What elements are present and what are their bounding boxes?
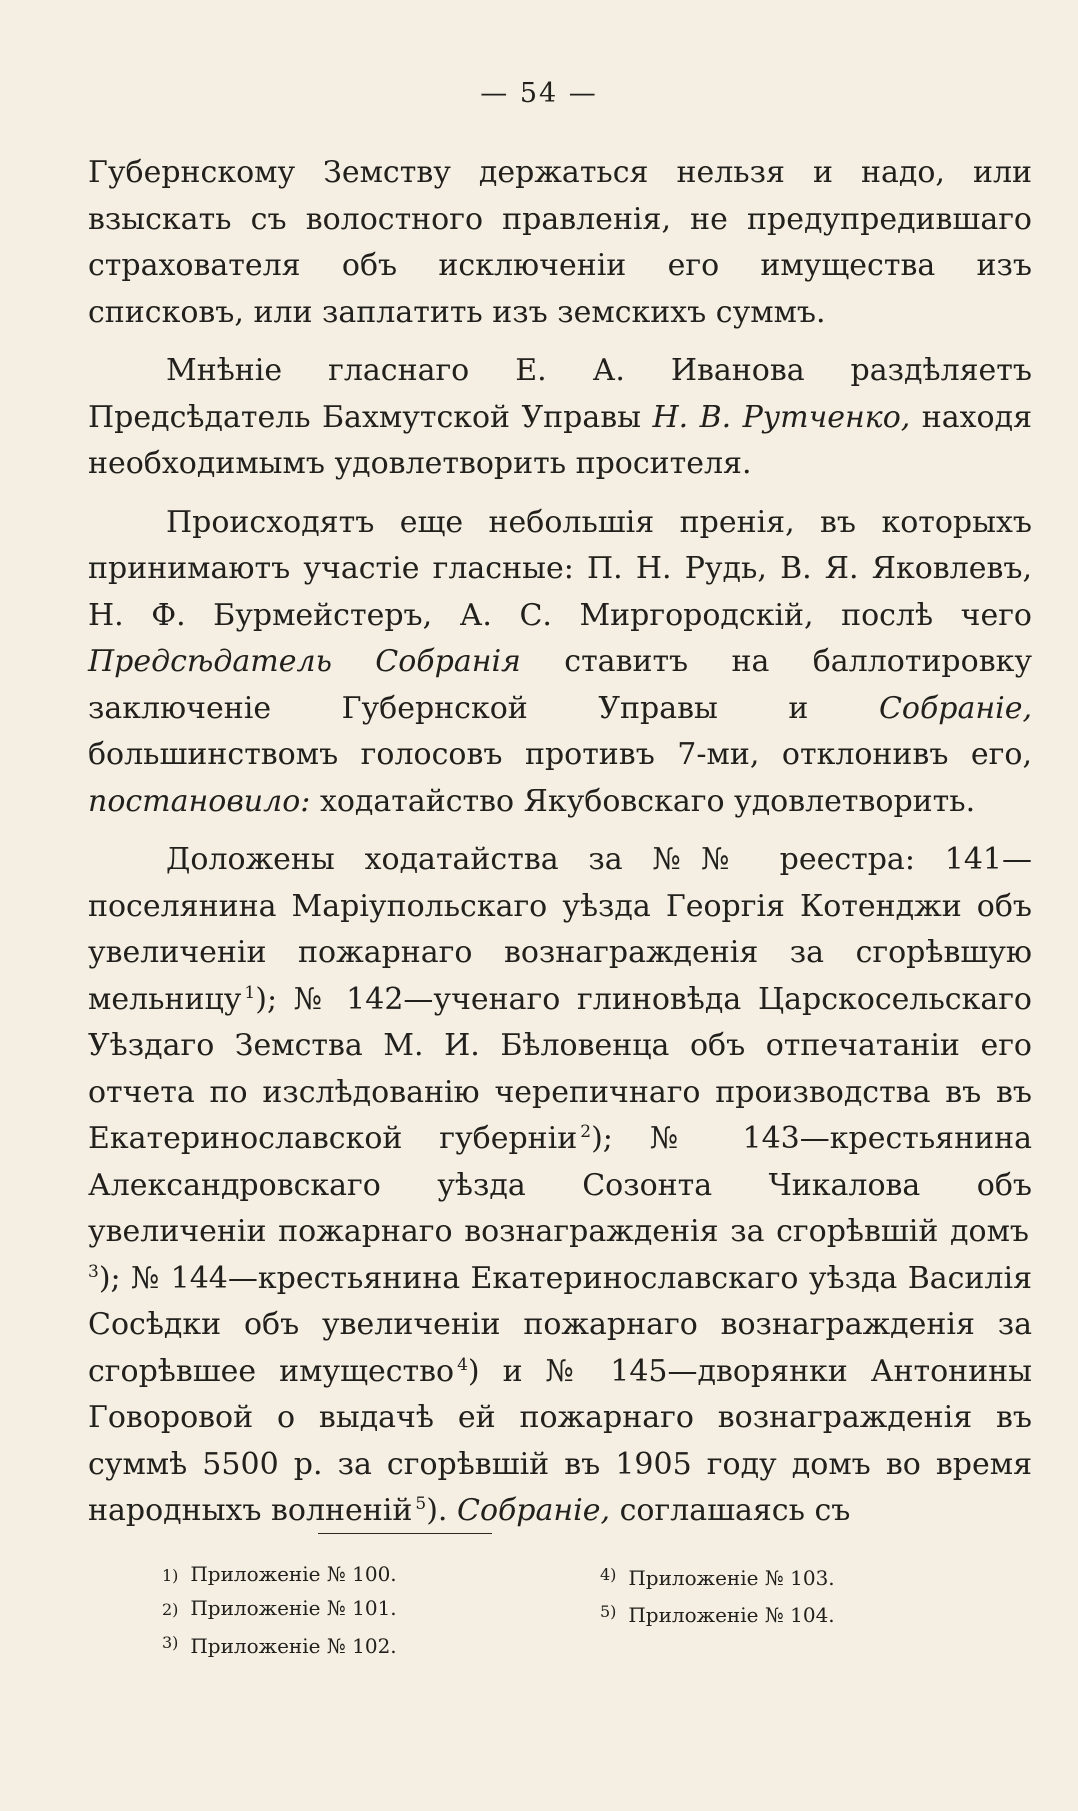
paragraph-4-text-4: ); № 144—крестьянина Екатеринославскаго уѣзда Василія Сосѣдки объ увеличеніи пожарнаго вознагражденія за сгорѣвшее имущество bbox=[88, 1260, 1032, 1389]
footnote-ref-3: 3 bbox=[88, 1261, 99, 1282]
footnote-5 bbox=[600, 1595, 835, 1632]
footnote-ref-1: 1 bbox=[244, 982, 256, 1003]
footnote-mark: 3) bbox=[162, 1633, 179, 1652]
footnote-2 bbox=[162, 1592, 397, 1626]
footnote-ref-5: 5 bbox=[415, 1494, 427, 1514]
paragraph-2-text-2: находя необходимымъ удовлетворить просителя. bbox=[88, 399, 1033, 481]
footnote-text: Приложеніе № 103. bbox=[628, 1566, 835, 1590]
paragraph-3-text-2: ставитъ на баллотировку заключеніе Губернской Управы и bbox=[88, 644, 1032, 726]
paragraph-4-text-7: соглашаясь съ bbox=[610, 1493, 851, 1528]
footnote-divider bbox=[318, 1533, 492, 1534]
paragraph-3-text-4: ходатайство Якубовскаго удовлетворить. bbox=[310, 783, 976, 819]
footnote-ref-2: 2 bbox=[580, 1122, 592, 1142]
paragraph-1 bbox=[88, 150, 1032, 336]
assembly-term: Собраніе, bbox=[878, 690, 1032, 726]
footnote-text: Приложеніе № 104. bbox=[628, 1603, 835, 1627]
paragraph-3-text-3: большинствомъ голосовъ противъ 7-ми, отклонивъ его, bbox=[88, 737, 1032, 772]
footnote-mark: 4) bbox=[600, 1565, 617, 1584]
footnotes-left-column bbox=[162, 1558, 397, 1663]
footnote-text: Приложеніе № 102. bbox=[190, 1634, 397, 1658]
paragraph-2 bbox=[88, 348, 1032, 488]
footnote-text: Приложеніе № 100. bbox=[190, 1562, 397, 1586]
paragraph-4-text-6: ). bbox=[426, 1493, 457, 1528]
footnote-mark: 2) bbox=[162, 1600, 179, 1619]
footnote-4 bbox=[600, 1558, 835, 1595]
paragraph-1-text: Губернскому Земству держаться нельзя и надо, или взыскать съ волостного правленія, не предупредившаго страхователя объ исключеніи его имущества изъ списковъ, или заплатить изъ земскихъ суммъ. bbox=[88, 155, 1032, 330]
paragraph-4 bbox=[88, 837, 1032, 1535]
body-text bbox=[88, 150, 1032, 1547]
paragraph-2-text-1: Мнѣніе гласнаго Е. А. Иванова раздѣляетъ Предсѣдатель Бахмутской Управы bbox=[88, 353, 1032, 435]
footnote-text: Приложеніе № 101. bbox=[190, 1596, 397, 1620]
footnote-mark: 5) bbox=[600, 1602, 617, 1621]
resolved-term: постановило: bbox=[88, 783, 311, 819]
paragraph-3 bbox=[88, 500, 1032, 826]
paragraph-4-text-3: ); № 143—крестьянина Александровскаго уѣзда Созонта Чикалова объ увеличеніи пожарнаго вознагражденія за сгорѣвшій домъ bbox=[88, 1121, 1032, 1249]
footnote-mark: 1) bbox=[162, 1566, 179, 1585]
footnote-ref-4: 4 bbox=[457, 1354, 468, 1375]
chairman-title: Предсѣдатель Собранія bbox=[88, 644, 521, 679]
footnotes-right-column bbox=[600, 1558, 835, 1632]
footnote-1 bbox=[162, 1558, 397, 1592]
footnote-3 bbox=[162, 1626, 397, 1663]
paragraph-3-text-1: Происходятъ еще небольшія пренія, въ которыхъ принимаютъ участіе гласные: П. Н. Рудь, В. Я. Яковлевъ, Н. Ф. Бурмейстеръ, А. С. Миргородскій, послѣ чего bbox=[88, 504, 1032, 633]
paragraph-4-text-5: ) и № 145—дворянки Антонины Говоровой о выдачѣ ей пожарнаго вознагражденія въ суммѣ 5500 р. за сгорѣвшій въ 1905 году домъ во время народныхъ волненій bbox=[88, 1353, 1032, 1528]
paragraph-4-text-1: Доложены ходатайства за №№ реестра: 141—поселянина Маріупольскаго уѣзда Георгія Котенджи объ увеличеніи пожарнаго вознагражденія за сгорѣвшую мельницу bbox=[88, 842, 1032, 1017]
assembly-term-2: Собраніе, bbox=[456, 1493, 611, 1528]
paragraph-4-text-2: ); № 142—ученаго глиновѣда Царскосельскаго Уѣздаго Земства М. И. Бѣловенца объ отпечатаніи его отчета по изслѣдованію черепичнаго производства въ въ Екатеринославской губерніи bbox=[88, 981, 1032, 1156]
page-number: — 54 — bbox=[480, 78, 598, 109]
chairman-name: Н. В. Рутченко, bbox=[652, 399, 911, 435]
